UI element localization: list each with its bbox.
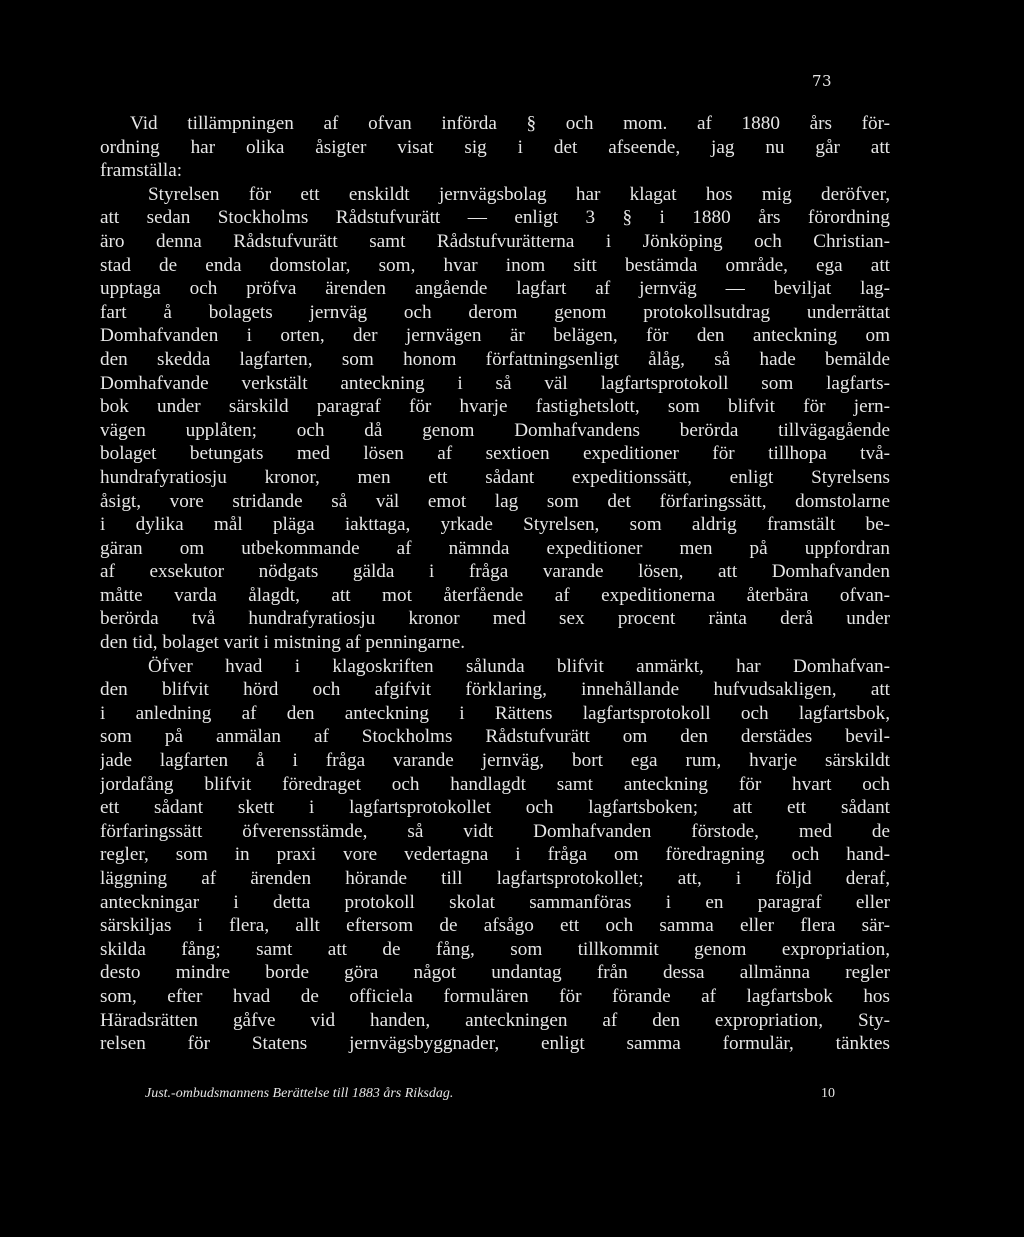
text-line: i dylika mål pläga iakttaga, yrkade Styrelsen, som aldrig framstält be- [100, 514, 890, 536]
text-line: att sedan Stockholms Rådstufvurätt — enligt 3 § i 1880 års förordning [100, 207, 890, 229]
text-line: som på anmälan af Stockholms Rådstufvurätt om den derstädes bevil- [100, 726, 890, 748]
text-line: måtte varda ålagdt, att mot återfående af expeditionerna återbära ofvan- [100, 584, 890, 606]
text-line: ett sådant skett i lagfartsprotokollet och lagfartsboken; att ett sådant [100, 797, 890, 819]
text-line: berörda två hundrafyratiosju kronor med sex procent ränta derå under [100, 608, 890, 630]
text-line: fart å bolagets jernväg och derom genom protokollsutdrag underrättat [100, 301, 890, 323]
text-line: i anledning af den anteckning i Rättens lagfartsprotokoll och lagfartsbok, [100, 702, 890, 724]
text-line: Öfver hvad i klagoskriften sålunda blifvit anmärkt, har Domhafvan- [148, 655, 890, 677]
text-line: äro denna Rådstufvurätt samt Rådstufvurätterna i Jönköping och Christian- [100, 230, 890, 252]
text-line: bok under särskild paragraf för hvarje fastighetslott, som blifvit för jern- [100, 396, 890, 418]
text-line: desto mindre borde göra något undantag från dessa allmänna regler [100, 962, 890, 984]
text-line: ordning har olika åsigter visat sig i det afseende, jag nu går att [100, 136, 890, 158]
text-line: Häradsrätten gåfve vid handen, anteckningen af den expropriation, Sty- [100, 1009, 890, 1031]
text-line: den skedda lagfarten, som honom författningsenligt ålåg, så hade bemälde [100, 348, 890, 370]
body-text [100, 112, 890, 1056]
text-line: framställa: [100, 160, 183, 182]
text-line: åsigt, vore stridande så väl emot lag som det förfaringssätt, domstolarne [100, 490, 890, 512]
text-line: som, efter hvad de officiela formulären för förande af lagfartsbok hos [100, 985, 890, 1007]
text-line: förfaringssätt öfverensstämde, så vidt Domhafvanden förstode, med de [100, 820, 890, 842]
text-line: Styrelsen för ett enskildt jernvägsbolag har klagat hos mig deröfver, [148, 183, 890, 205]
text-line: Vid tillämpningen af ofvan införda § och mom. af 1880 års för- [130, 113, 890, 134]
text-line: jade lagfarten å i fråga varande jernväg, bort ega rum, hvarje särskildt [100, 750, 890, 772]
text-line: af exsekutor nödgats gälda i fråga varande lösen, att Domhafvanden [100, 561, 890, 583]
text-line: den blifvit hörd och afgifvit förklaring, innehållande hufvudsakligen, att [100, 679, 890, 701]
page-footer [145, 1086, 835, 1102]
text-line: relsen för Statens jernvägsbyggnader, enligt samma formulär, tänktes [100, 1033, 890, 1055]
text-line: gäran om utbekommande af nämnda expeditioner men på uppfordran [100, 537, 890, 559]
text-line: regler, som in praxi vore vedertagna i fråga om föredragning och hand- [100, 844, 890, 866]
footer-citation: Just.-ombudsmannens Berättelse till 1883 års Riksdag. [145, 1086, 454, 1101]
text-line: den tid, bolaget varit i mistning af penningarne. [100, 632, 466, 654]
page-number: 73 [812, 72, 833, 90]
text-line: läggning af ärenden hörande till lagfartsprotokollet; att, i följd deraf, [100, 868, 890, 889]
text-line: särskiljas i flera, allt eftersom de afsågo ett och samma eller flera sär- [100, 915, 890, 937]
text-line: upptaga och pröfva ärenden angående lagfart af jernväg — beviljat lag- [100, 278, 890, 300]
text-line: stad de enda domstolar, som, hvar inom sitt bestämda område, ega att [100, 254, 890, 276]
text-line: hundrafyratiosju kronor, men ett sådant expeditionssätt, enligt Styrelsens [100, 466, 890, 488]
signature-mark: 10 [821, 1086, 835, 1101]
text-line: bolaget betungats med lösen af sextioen expeditioner för tillhopa två- [100, 443, 890, 465]
text-line: Domhafvande verkstält anteckning i så väl lagfartsprotokoll som lagfarts- [100, 372, 890, 394]
text-line: skilda fång; samt att de fång, som tillkommit genom expropriation, [100, 938, 890, 960]
text-line: vägen upplåten; och då genom Domhafvandens berörda tillvägagående [100, 419, 890, 441]
text-line: jordafång blifvit föredraget och handlagdt samt anteckning för hvart och [100, 773, 890, 795]
text-line: Domhafvanden i orten, der jernvägen är belägen, för den anteckning om [100, 325, 890, 347]
text-line: anteckningar i detta protokoll skolat sammanföras i en paragraf eller [100, 891, 890, 913]
